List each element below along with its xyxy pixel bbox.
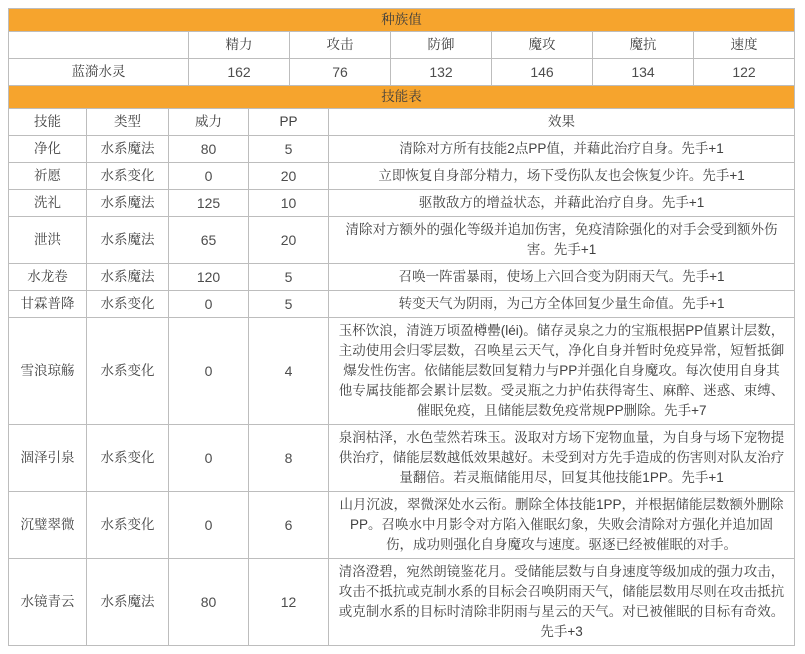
stat-value-defense: 132	[391, 59, 492, 86]
skill-type: 水系变化	[87, 492, 169, 559]
skill-pp: 12	[249, 559, 329, 646]
stats-title-row	[9, 9, 795, 32]
skill-row	[9, 291, 795, 318]
stat-col-sp-defense: 魔抗	[593, 32, 694, 59]
skill-pp: 20	[249, 217, 329, 264]
skill-type: 水系变化	[87, 425, 169, 492]
skill-effect: 转变天气为阴雨，为己方全体回复少量生命值。先手+1	[329, 291, 795, 318]
stat-value-speed: 122	[694, 59, 795, 86]
skill-name: 水镜青云	[9, 559, 87, 646]
skill-row	[9, 217, 795, 264]
stat-col-speed: 速度	[694, 32, 795, 59]
skill-effect: 清洛澄碧，宛然朗镜鉴花月。受储能层数与自身速度等级加成的强力攻击，攻击不抵抗或克制水系的目标会召唤阴雨天气，储能层数用尽则在攻击抵抗或克制水系的目标时清除非阴雨与星云的天气。对已被催眠的目标有奇效。先手+3	[329, 559, 795, 646]
skill-pp: 6	[249, 492, 329, 559]
skill-type: 水系变化	[87, 291, 169, 318]
skill-name: 净化	[9, 136, 87, 163]
stat-col-defense: 防御	[391, 32, 492, 59]
skills-title: 技能表	[9, 86, 795, 109]
skill-power: 0	[169, 291, 249, 318]
skill-type: 水系魔法	[87, 190, 169, 217]
skill-row	[9, 559, 795, 646]
skills-header-row	[9, 109, 795, 136]
skill-power: 125	[169, 190, 249, 217]
skill-power: 65	[169, 217, 249, 264]
skill-effect: 召唤一阵雷暴雨，使场上六回合变为阴雨天气。先手+1	[329, 264, 795, 291]
skill-effect: 泉润枯泽，水色莹然若珠玉。汲取对方场下宠物血量，为自身与场下宠物提供治疗，储能层数越低效果越好。未受到对方先手造成的伤害则对队友治疗量翻倍。若灵瓶储能用尽，回复其他技能1PP。先手+1	[329, 425, 795, 492]
skill-power: 120	[169, 264, 249, 291]
skill-power: 0	[169, 318, 249, 425]
skill-effect: 清除对方额外的强化等级并追加伤害，免疫清除强化的对手会受到额外伤害。先手+1	[329, 217, 795, 264]
skills-title-row	[9, 86, 795, 109]
skill-row	[9, 136, 795, 163]
stats-header-row	[9, 32, 795, 59]
skill-type: 水系魔法	[87, 217, 169, 264]
skill-power: 0	[169, 492, 249, 559]
skill-effect: 山月沉波，翠微深处水云衔。删除全体技能1PP，并根据储能层数额外删除PP。召唤水中月影令对方陷入催眠幻象，失败会清除对方强化并追加固伤，成功则强化自身魔攻与速度。驱逐已经被催眠的对手。	[329, 492, 795, 559]
skill-col-power: 威力	[169, 109, 249, 136]
skill-name: 泄洪	[9, 217, 87, 264]
stat-col-attack: 攻击	[290, 32, 391, 59]
stats-name-header	[9, 32, 189, 59]
skill-pp: 4	[249, 318, 329, 425]
skill-row	[9, 190, 795, 217]
skill-effect: 驱散敌方的增益状态，并藉此治疗自身。先手+1	[329, 190, 795, 217]
skill-effect: 立即恢复自身部分精力，场下受伤队友也会恢复少许。先手+1	[329, 163, 795, 190]
stats-table	[8, 8, 795, 86]
skill-name: 沉璧翠微	[9, 492, 87, 559]
skill-power: 80	[169, 136, 249, 163]
pet-name: 蓝漪水灵	[9, 59, 189, 86]
skill-col-pp: PP	[249, 109, 329, 136]
skill-effect: 清除对方所有技能2点PP值，并藉此治疗自身。先手+1	[329, 136, 795, 163]
skill-pp: 8	[249, 425, 329, 492]
skills-table	[8, 85, 795, 646]
skill-col-name: 技能	[9, 109, 87, 136]
stat-value-sp-defense: 134	[593, 59, 694, 86]
stat-col-sp-attack: 魔攻	[492, 32, 593, 59]
stat-col-hp: 精力	[189, 32, 290, 59]
skill-type: 水系变化	[87, 163, 169, 190]
skill-pp: 5	[249, 291, 329, 318]
skill-name: 祈愿	[9, 163, 87, 190]
skill-pp: 5	[249, 264, 329, 291]
skill-pp: 5	[249, 136, 329, 163]
skill-name: 洗礼	[9, 190, 87, 217]
stats-data-row	[9, 59, 795, 86]
stat-value-attack: 76	[290, 59, 391, 86]
skill-name: 雪浪琼觞	[9, 318, 87, 425]
skill-pp: 20	[249, 163, 329, 190]
skill-row	[9, 425, 795, 492]
stat-value-sp-attack: 146	[492, 59, 593, 86]
skill-power: 80	[169, 559, 249, 646]
skill-row	[9, 163, 795, 190]
skill-name: 涸泽引泉	[9, 425, 87, 492]
skill-type: 水系魔法	[87, 264, 169, 291]
stats-title: 种族值	[9, 9, 795, 32]
stat-value-hp: 162	[189, 59, 290, 86]
skill-name: 甘霖普降	[9, 291, 87, 318]
skill-type: 水系魔法	[87, 559, 169, 646]
skill-col-effect: 效果	[329, 109, 795, 136]
skill-power: 0	[169, 163, 249, 190]
skill-row	[9, 492, 795, 559]
skill-power: 0	[169, 425, 249, 492]
skill-type: 水系变化	[87, 318, 169, 425]
skill-col-type: 类型	[87, 109, 169, 136]
skill-row	[9, 264, 795, 291]
skill-type: 水系魔法	[87, 136, 169, 163]
skill-pp: 10	[249, 190, 329, 217]
skill-name: 水龙卷	[9, 264, 87, 291]
skill-row	[9, 318, 795, 425]
skill-effect: 玉杯饮浪，清涟万顷盈樽罍(léi)。储存灵泉之力的宝瓶根据PP值累计层数，主动使用会归零层数，召唤星云天气，净化自身并暂时免疫异常，短暂抵御爆发性伤害。依储能层数回复精力与PP并强化自身魔攻。每次使用自身其他专属技能都会累计层数。受灵瓶之力护佑获得寄生、麻醉、迷惑、束缚、催眠免疫，且储能层数免疫常规PP删除。先手+7	[329, 318, 795, 425]
